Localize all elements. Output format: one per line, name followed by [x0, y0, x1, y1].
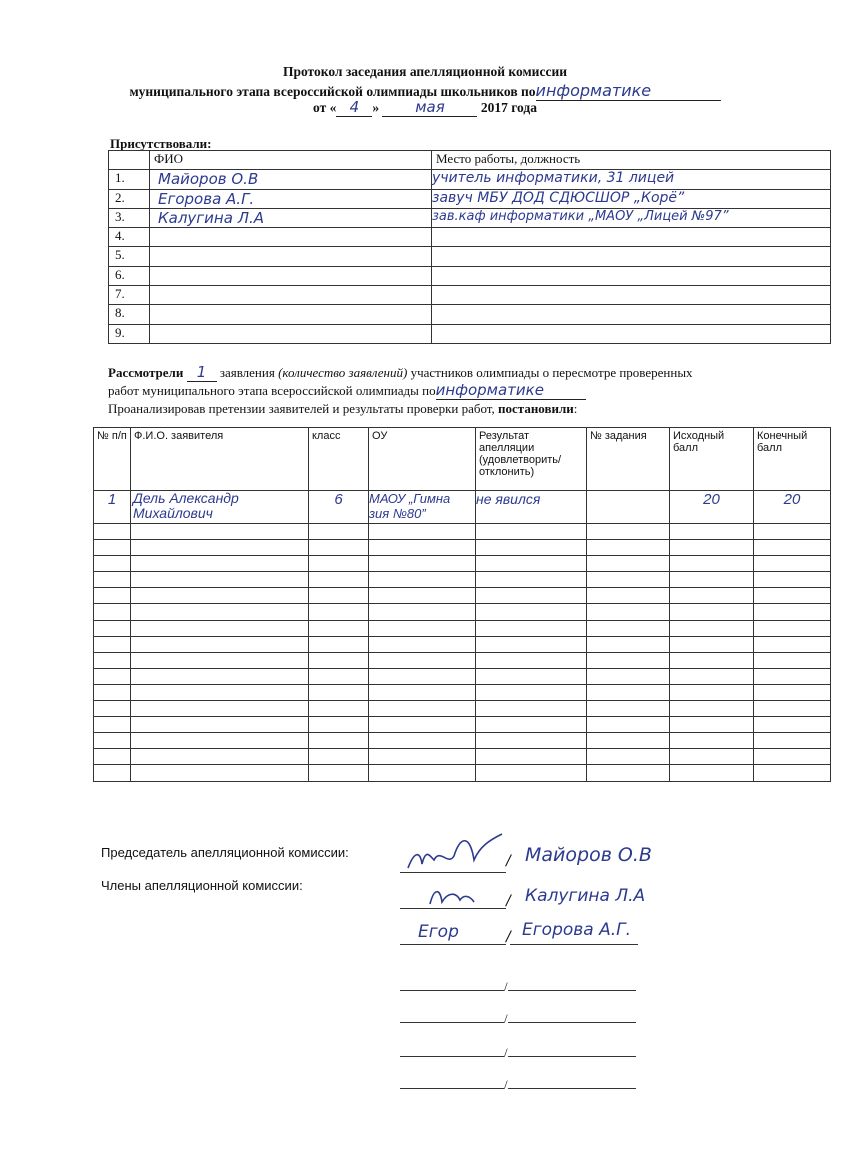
table-row [94, 717, 831, 733]
member-line: / [400, 1076, 638, 1094]
table-row [94, 668, 831, 684]
table-row [94, 588, 831, 604]
considered-paragraph: Рассмотрели 1 заявления (количество заявлений) участников олимпиады о пересмотре проверенных работ муниципального этапа всероссийской олимпиады поинформатике Проанализировав претензии заявителей и результаты проверки работ, постановили: [108, 363, 693, 416]
table-row [94, 556, 831, 572]
table-row [94, 620, 831, 636]
table-row [94, 572, 831, 588]
table-row [94, 524, 831, 540]
table-row: 3. Калугина Л.А зав.каф информатики „МАОУ „Лицей №97” [109, 208, 831, 227]
table-row [94, 636, 831, 652]
table-row: 4. [109, 228, 831, 247]
date-month: мая [382, 98, 477, 117]
considered-subject: информатике [436, 382, 586, 400]
table-row: 8. [109, 305, 831, 324]
member1-name: Калугина Л.А [525, 886, 646, 906]
table-row [94, 604, 831, 620]
member-line: / [400, 1044, 638, 1062]
signature-scribble-icon [400, 882, 510, 912]
table-row [94, 749, 831, 765]
signature-scribble-icon [400, 830, 510, 880]
appeals-header-row: № п/п Ф.И.О. заявителя класс ОУ Результат апелляции (удовлетворить/ отклонить) № задания Исходный балл Конечный балл [94, 428, 831, 491]
attendance-table [108, 150, 831, 344]
subject-handwritten: информатике [536, 81, 721, 101]
table-row: 6. [109, 266, 831, 285]
table-row: 1. Майоров О.В учитель информатики, 31 лицей [109, 170, 831, 189]
table-row: 1 Дель Александр Михайлович 6 МАОУ „Гимна зия №80” не явился 20 20 [94, 491, 831, 524]
member2-name: Егорова А.Г. [522, 920, 632, 940]
appeals-table [93, 427, 831, 782]
member2-signature [400, 944, 506, 945]
table-row [94, 652, 831, 668]
attendance-label: Присутствовали: [110, 136, 212, 151]
chair-name: Майоров О.В [525, 844, 652, 866]
attendance-header-row [109, 151, 831, 170]
table-row: 9. [109, 324, 831, 343]
members-label: Члены апелляционной комиссии: [101, 878, 303, 893]
table-row [94, 765, 831, 781]
table-row [94, 701, 831, 717]
considered-count: 1 [187, 364, 217, 382]
col-place: Место работы, должность [432, 151, 831, 170]
chair-signature [400, 872, 506, 873]
date-day: 4 [336, 98, 372, 117]
chair-label: Председатель апелляционной комиссии: [101, 845, 349, 860]
member2-sig-text: Егор [418, 922, 459, 942]
table-row [94, 684, 831, 700]
member-line: / [400, 1010, 638, 1028]
member-line: / [400, 978, 638, 996]
date-year: 2017 [480, 100, 508, 115]
protocol-title: Протокол заседания апелляционной комиссии [282, 64, 568, 79]
col-fio: ФИО [150, 151, 432, 170]
table-row [94, 540, 831, 556]
protocol-subtitle: муниципального этапа всероссийской олимпиады школьников поинформатике [0, 81, 850, 101]
table-row: 7. [109, 286, 831, 305]
table-row [94, 733, 831, 749]
protocol-date: от « 4 » мая 2017 года [313, 98, 537, 116]
table-row: 5. [109, 247, 831, 266]
table-row: 2. Егорова А.Г. завуч МБУ ДОД СДЮСШОР „Корё” [109, 189, 831, 208]
member1-signature [400, 908, 506, 909]
